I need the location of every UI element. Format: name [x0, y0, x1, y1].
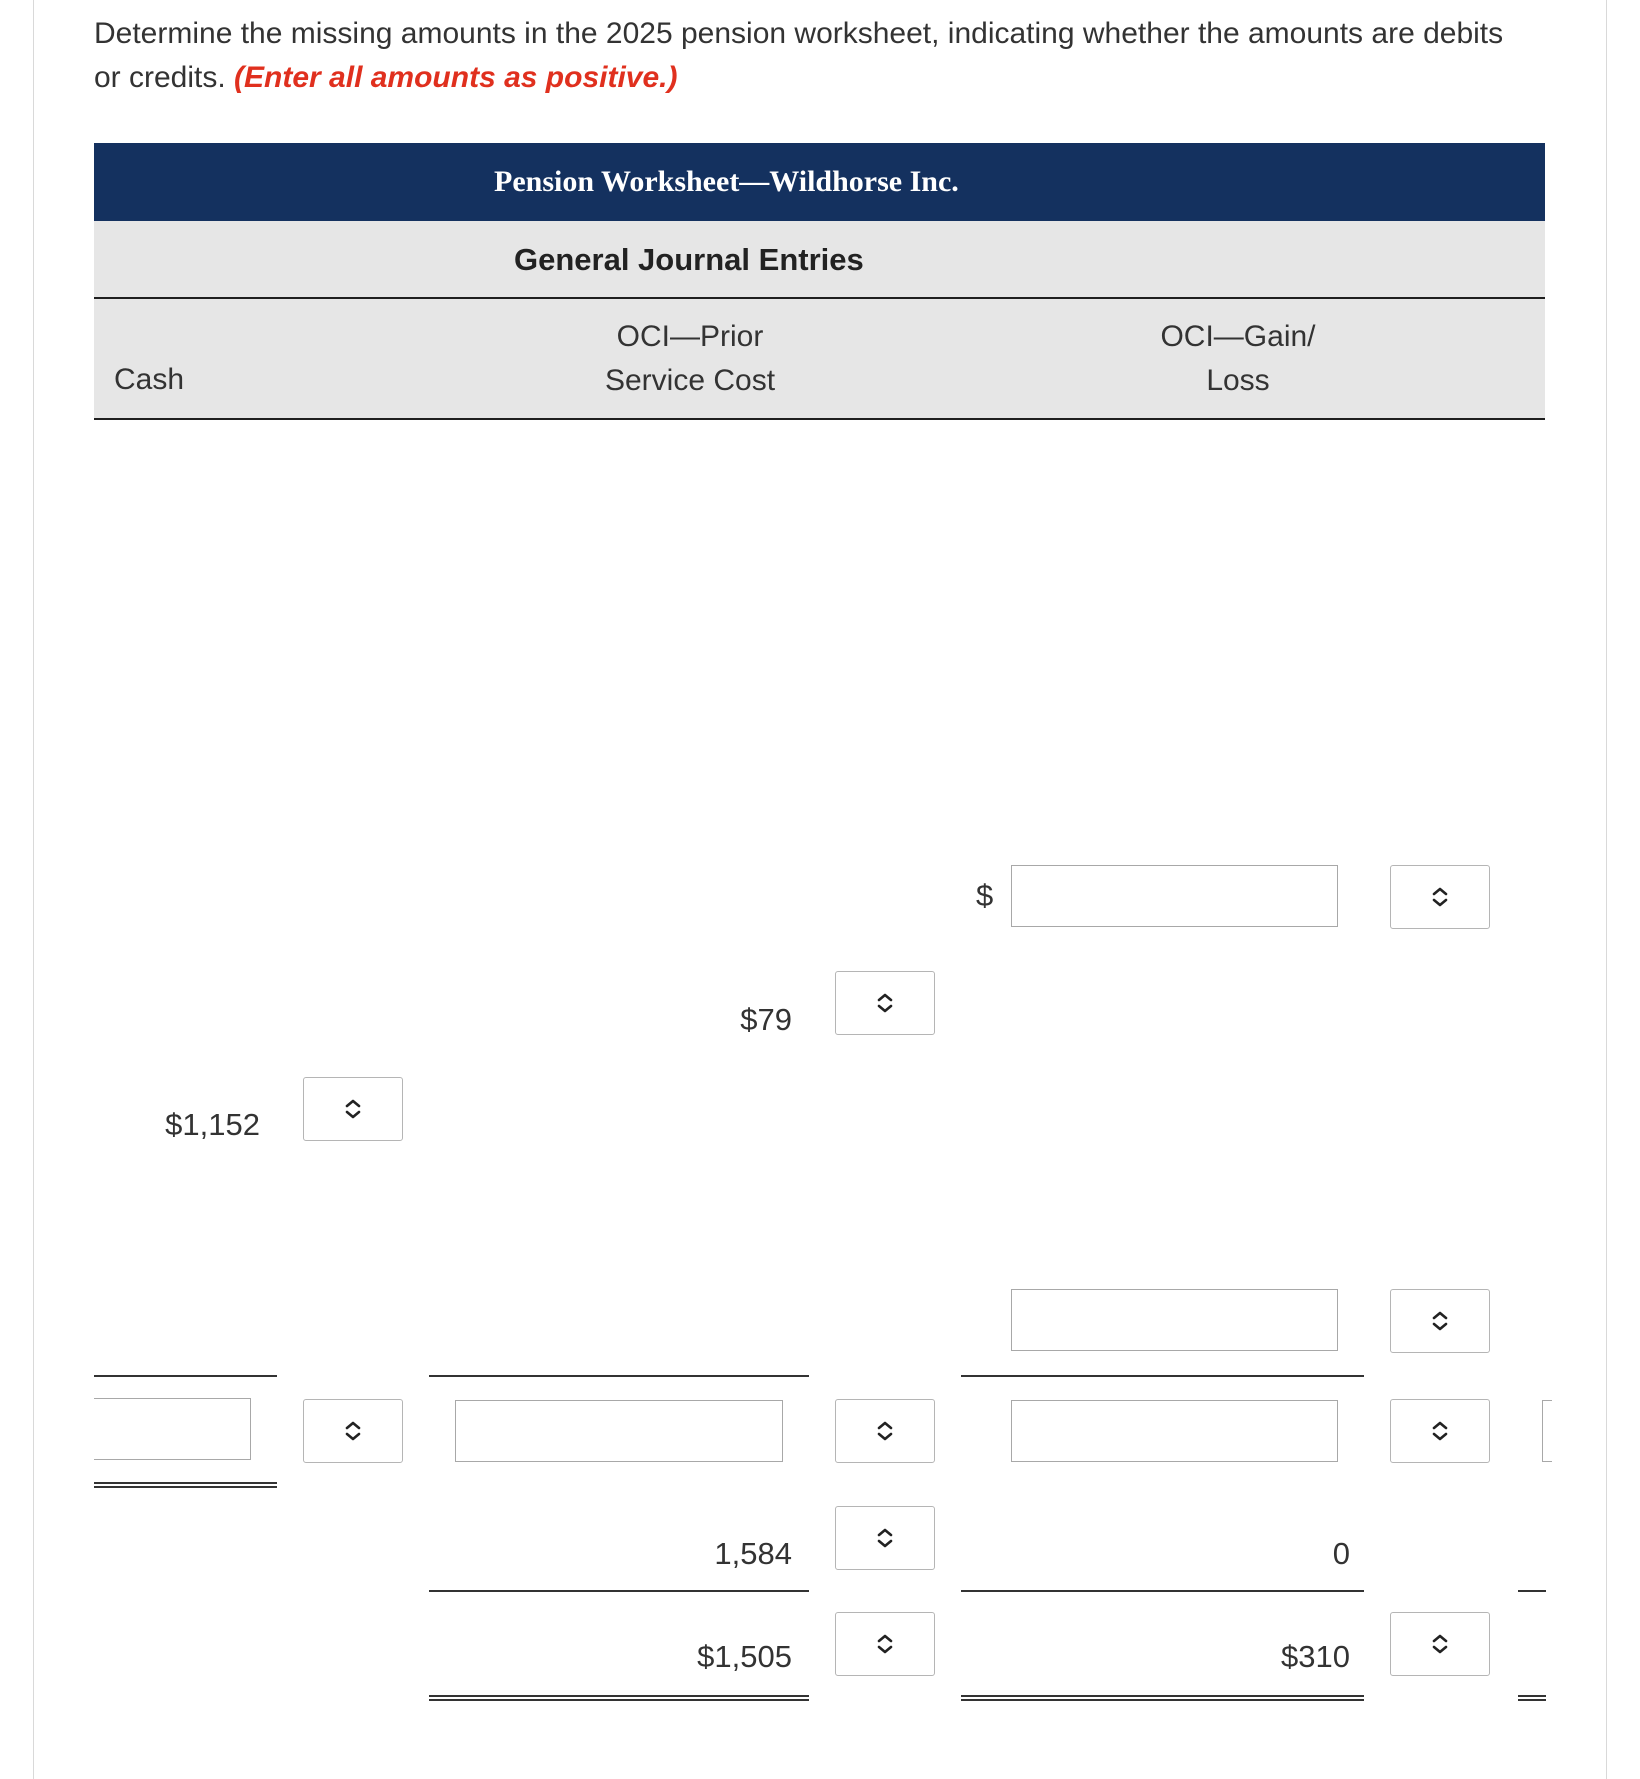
- left-frame-border: [33, 0, 34, 1779]
- oci-gain-loss-amount-input-3[interactable]: [1011, 1400, 1338, 1462]
- cash-value-1152: $1,152: [165, 1107, 260, 1142]
- oci-gain-loss-value-0: 0: [1332, 1536, 1350, 1571]
- oci-gain-loss-amount-input-1[interactable]: [1011, 865, 1338, 927]
- prior-service-cost-input-2[interactable]: [455, 1400, 783, 1462]
- prior-service-cost-total: $1,505: [697, 1639, 792, 1674]
- cash-subtotal-underline: [94, 1375, 277, 1377]
- chevron-up-down-icon: [876, 1633, 894, 1655]
- worksheet-title: Pension Worksheet—Wildhorse Inc.: [494, 165, 959, 198]
- instruction-main: Determine the missing amounts in the 2025 pension worksheet, indicating whether the amounts are debits or credits.: [94, 17, 1504, 94]
- chevron-up-down-icon: [344, 1420, 362, 1442]
- chevron-up-down-icon: [876, 1420, 894, 1442]
- right-frame-border: [1606, 0, 1607, 1779]
- prior-service-cost-dr-cr-select-3[interactable]: [835, 1506, 935, 1570]
- cash-total-double-underline: [94, 1482, 277, 1488]
- oci-gain-loss-subtotal-underline: [961, 1375, 1364, 1377]
- prior-service-cost-total-dr-cr-select[interactable]: [835, 1612, 935, 1676]
- prior-service-cost-value-79: $79: [740, 1002, 792, 1037]
- cash-dr-cr-select-1[interactable]: [303, 1077, 403, 1141]
- column-header-oci-gain-loss: OCI—Gain/ Loss: [1160, 320, 1316, 397]
- column-header-cash: Cash: [114, 363, 185, 396]
- oci-gain-loss-dr-cr-select-3[interactable]: [1390, 1399, 1490, 1463]
- oci-gain-loss-double-underline: [961, 1695, 1364, 1701]
- next-column-underline-partial: [1518, 1590, 1546, 1592]
- oci-gain-loss-underline-2: [961, 1590, 1364, 1592]
- cash-total-input[interactable]: [94, 1398, 251, 1460]
- instruction-emphasis: (Enter all amounts as positive.): [234, 61, 678, 94]
- chevron-up-down-icon: [876, 1527, 894, 1549]
- column-header-divider: [94, 418, 1545, 420]
- chevron-up-down-icon: [1431, 1310, 1449, 1332]
- next-column-input-partial[interactable]: [1542, 1400, 1552, 1462]
- chevron-up-down-icon: [1431, 886, 1449, 908]
- oci-gain-loss-total: $310: [1281, 1639, 1350, 1674]
- oci-gain-loss-amount-input-2[interactable]: [1011, 1289, 1338, 1351]
- oci-gain-loss-dr-cr-select-2[interactable]: [1390, 1289, 1490, 1353]
- currency-symbol: $: [976, 878, 994, 913]
- prior-service-cost-dr-cr-select-1[interactable]: [835, 971, 935, 1035]
- prior-service-cost-subtotal-underline: [429, 1375, 809, 1377]
- chevron-up-down-icon: [1431, 1420, 1449, 1442]
- prior-service-cost-double-underline: [429, 1695, 809, 1701]
- prior-service-cost-value-1584: 1,584: [714, 1536, 792, 1571]
- oci-gain-loss-dr-cr-select-1[interactable]: [1390, 865, 1490, 929]
- next-column-double-underline-partial: [1518, 1695, 1546, 1701]
- chevron-up-down-icon: [876, 992, 894, 1014]
- prior-service-cost-dr-cr-select-2[interactable]: [835, 1399, 935, 1463]
- oci-gain-loss-total-dr-cr-select[interactable]: [1390, 1612, 1490, 1676]
- prior-service-cost-underline-2: [429, 1590, 809, 1592]
- cash-total-dr-cr-select[interactable]: [303, 1399, 403, 1463]
- chevron-up-down-icon: [1431, 1633, 1449, 1655]
- column-header-oci-prior-service-cost: OCI—Prior Service Cost: [604, 320, 776, 397]
- section-title: General Journal Entries: [514, 242, 864, 277]
- instruction-text: [94, 12, 1514, 100]
- chevron-up-down-icon: [344, 1098, 362, 1120]
